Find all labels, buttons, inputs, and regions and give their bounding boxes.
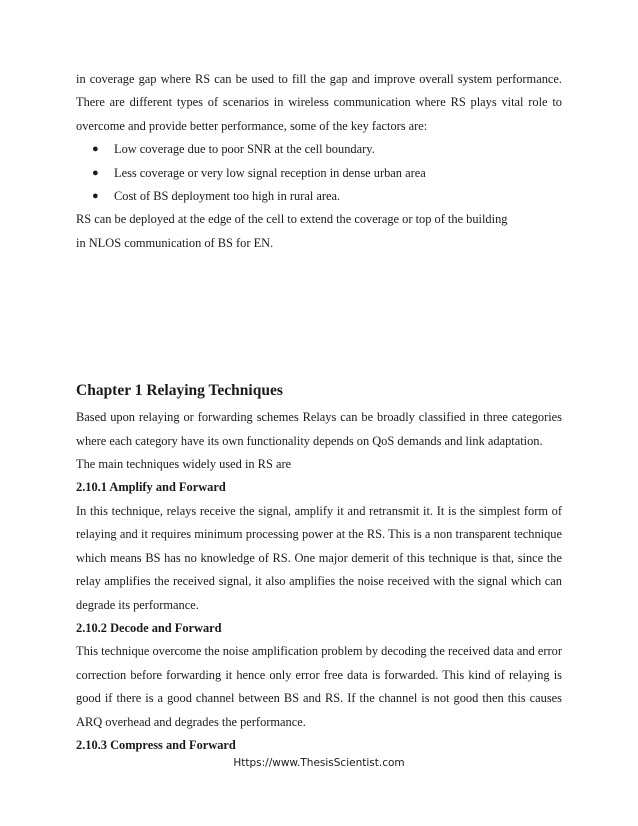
techniques-lead-paragraph: The main techniques widely used in RS are [76,457,292,472]
list-item-text: Low coverage due to poor SNR at the cell boundary. [114,142,375,157]
bullet-icon: ● [92,166,99,179]
list-item [76,162,562,185]
chapter-title: Chapter 1 Relaying Techniques [76,382,283,400]
list-item-text: Cost of BS deployment too high in rural area. [114,189,341,204]
list-item [76,185,562,208]
blank-space [76,255,562,379]
page-content [76,68,562,757]
section-body-amplify-forward: In this technique, relays receive the signal, amplify it and retransmit it. It is the simplest form of relaying and it requires minimum processing power at the RS. This is a non transparent technique which means BS has no knowledge of RS. One major demerit of this technique is that, since the relay amplifies the received signal, it also amplifies the noise received with the signal which can degrade its performance. [76,503,562,612]
bullet-icon: ● [92,190,99,203]
footer-url: Https://www.ThesisScientist.com [233,757,405,769]
intro-paragraph: in coverage gap where RS can be used to fill the gap and improve overall system performance. There are different types of scenarios in wireless communication where RS plays vital role to overcome and provide better performance, some of the key factors are: [76,72,562,133]
section-heading-amplify-forward: 2.10.1 Amplify and Forward [76,480,226,495]
page-footer [0,757,638,769]
bullet-icon: ● [92,143,99,156]
list-item-text: Less coverage or very low signal reception in dense urban area [114,165,426,180]
deployment-line-1: RS can be deployed at the edge of the cell to extend the coverage or top of the building [76,212,508,227]
chapter-intro-paragraph: Based upon relaying or forwarding schemes Relays can be broadly classified in three categories where each category have its own functionality depends on QoS demands and link adaptation. [76,410,562,448]
section-body-decode-forward: This technique overcome the noise amplification problem by decoding the received data and error correction before forwarding it hence only error free data is forwarded. This kind of relaying is good if there is a good channel between BS and RS. If the channel is not good then this causes ARQ overhead and degrades the performance. [76,644,562,729]
deployment-paragraph [76,208,562,255]
section-heading-decode-forward: 2.10.2 Decode and Forward [76,620,222,635]
key-factors-list [76,138,562,208]
deployment-line-2: in NLOS communication of BS for EN. [76,235,274,250]
list-item [76,138,562,161]
section-heading-compress-forward: 2.10.3 Compress and Forward [76,737,236,752]
